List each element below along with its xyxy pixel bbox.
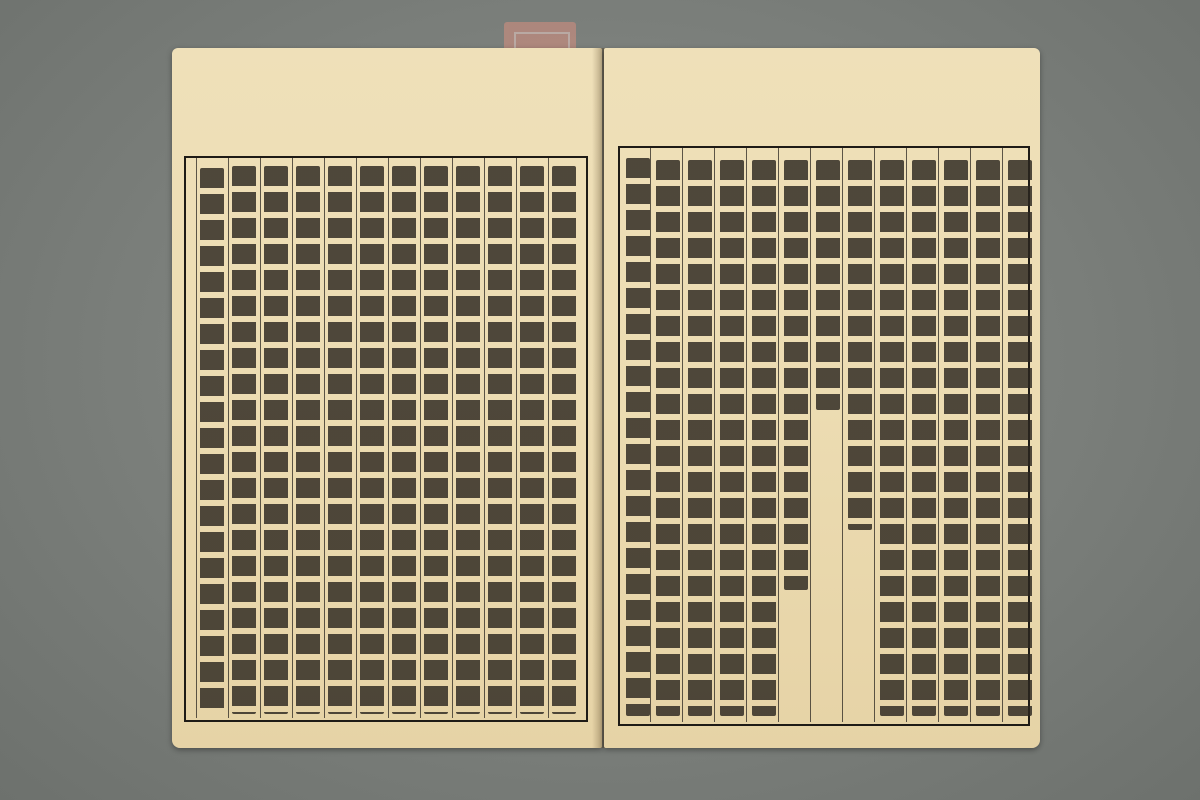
right-page-text-column bbox=[720, 160, 744, 716]
right-page-column-rule bbox=[746, 148, 747, 722]
left-page-text-column bbox=[200, 168, 224, 713]
left-page-text-column bbox=[552, 166, 576, 714]
right-page-text-column bbox=[688, 160, 712, 716]
right-page-text-column bbox=[784, 160, 808, 590]
open-book bbox=[172, 40, 1040, 758]
right-page-column-rule bbox=[970, 148, 971, 722]
right-page-text-column bbox=[626, 158, 650, 716]
right-page-text-column bbox=[816, 160, 840, 410]
right-page-column-rule bbox=[682, 148, 683, 722]
left-page-text-column bbox=[392, 166, 416, 714]
left-page-margin-mark bbox=[174, 328, 198, 364]
right-page-text-column bbox=[656, 160, 680, 716]
left-page-column-rule bbox=[196, 158, 197, 718]
right-page-text-column bbox=[1008, 160, 1032, 716]
left-page-text-column bbox=[264, 166, 288, 714]
right-page-text-column bbox=[880, 160, 904, 716]
left-page-column-rule bbox=[292, 158, 293, 718]
right-page-column-rule bbox=[874, 148, 875, 722]
right-page-text-column bbox=[912, 160, 936, 716]
right-page-column-rule bbox=[906, 148, 907, 722]
right-page bbox=[604, 48, 1040, 748]
left-page bbox=[172, 48, 602, 748]
left-page-text-column bbox=[328, 166, 352, 714]
left-page-column-rule bbox=[324, 158, 325, 718]
left-page-text-column bbox=[296, 166, 320, 714]
right-page-column-rule bbox=[938, 148, 939, 722]
right-page-text-column bbox=[944, 160, 968, 716]
left-page-column-rule bbox=[516, 158, 517, 718]
left-page-text-column bbox=[488, 166, 512, 714]
right-page-text-column bbox=[848, 160, 872, 530]
right-page-text-column bbox=[752, 160, 776, 716]
right-page-column-rule bbox=[778, 148, 779, 722]
right-page-margin-mark bbox=[1016, 328, 1040, 364]
left-page-column-rule bbox=[356, 158, 357, 718]
left-page-text-column bbox=[456, 166, 480, 714]
left-page-column-rule bbox=[484, 158, 485, 718]
page-number bbox=[1018, 648, 1040, 674]
left-page-column-rule bbox=[228, 158, 229, 718]
right-page-text-column bbox=[976, 160, 1000, 716]
right-page-column-rule bbox=[1002, 148, 1003, 722]
right-page-column-rule bbox=[810, 148, 811, 722]
left-page-column-rule bbox=[420, 158, 421, 718]
left-page-text-column bbox=[424, 166, 448, 714]
left-page-column-rule bbox=[452, 158, 453, 718]
left-page-column-rule bbox=[388, 158, 389, 718]
right-page-column-rule bbox=[650, 148, 651, 722]
right-page-column-rule bbox=[714, 148, 715, 722]
left-page-text-column bbox=[520, 166, 544, 714]
right-page-column-rule bbox=[842, 148, 843, 722]
left-page-text-column bbox=[232, 166, 256, 714]
left-page-column-rule bbox=[548, 158, 549, 718]
left-page-text-column bbox=[360, 166, 384, 714]
left-page-column-rule bbox=[260, 158, 261, 718]
